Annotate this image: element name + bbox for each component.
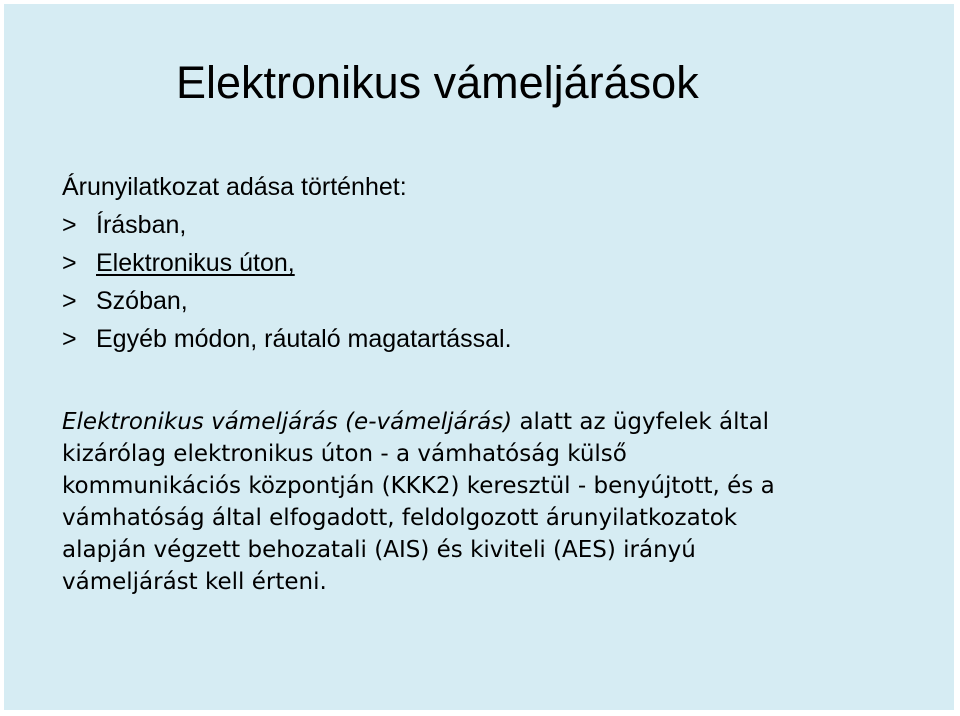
list-item (62, 206, 512, 244)
definition-line: alapján végzett behozatali (AIS) és kiviteli (AES) irányú (62, 537, 696, 563)
electronic-link[interactable]: Elektronikus úton, (96, 249, 295, 277)
bullet-text: Egyéb módon, ráutaló magatartással. (96, 325, 512, 353)
intro-heading: Árunyilatkozat adása történhet: (62, 173, 407, 201)
bullet-marker: > (62, 211, 77, 239)
bullet-marker: > (62, 287, 77, 315)
list-item (62, 244, 512, 282)
definition-text: alatt az ügyfelek által (512, 409, 770, 435)
slide-title: Elektronikus vámeljárások (176, 57, 699, 108)
definition-line: vámhatóság által elfogadott, feldolgozott árunyilatkozatok (62, 505, 738, 531)
list-item (62, 282, 512, 320)
bullet-text: Szóban, (96, 287, 188, 315)
definition-line: kommunikációs központján (KKK2) keresztül - benyújtott, és a (62, 473, 775, 499)
definition-line: kizárólag elektronikus úton - a vámhatóság külső (62, 441, 627, 467)
definition-term: Elektronikus vámeljárás (e-vámeljárás) (62, 409, 513, 435)
definition-line: vámeljárást kell érteni. (62, 569, 327, 595)
bullet-marker: > (62, 325, 77, 353)
definition-line (62, 406, 902, 438)
definition-paragraph (62, 406, 902, 598)
bullet-marker: > (62, 249, 77, 277)
bullet-text: Írásban, (96, 211, 187, 239)
list-item (62, 320, 512, 358)
intro-list (62, 168, 512, 358)
